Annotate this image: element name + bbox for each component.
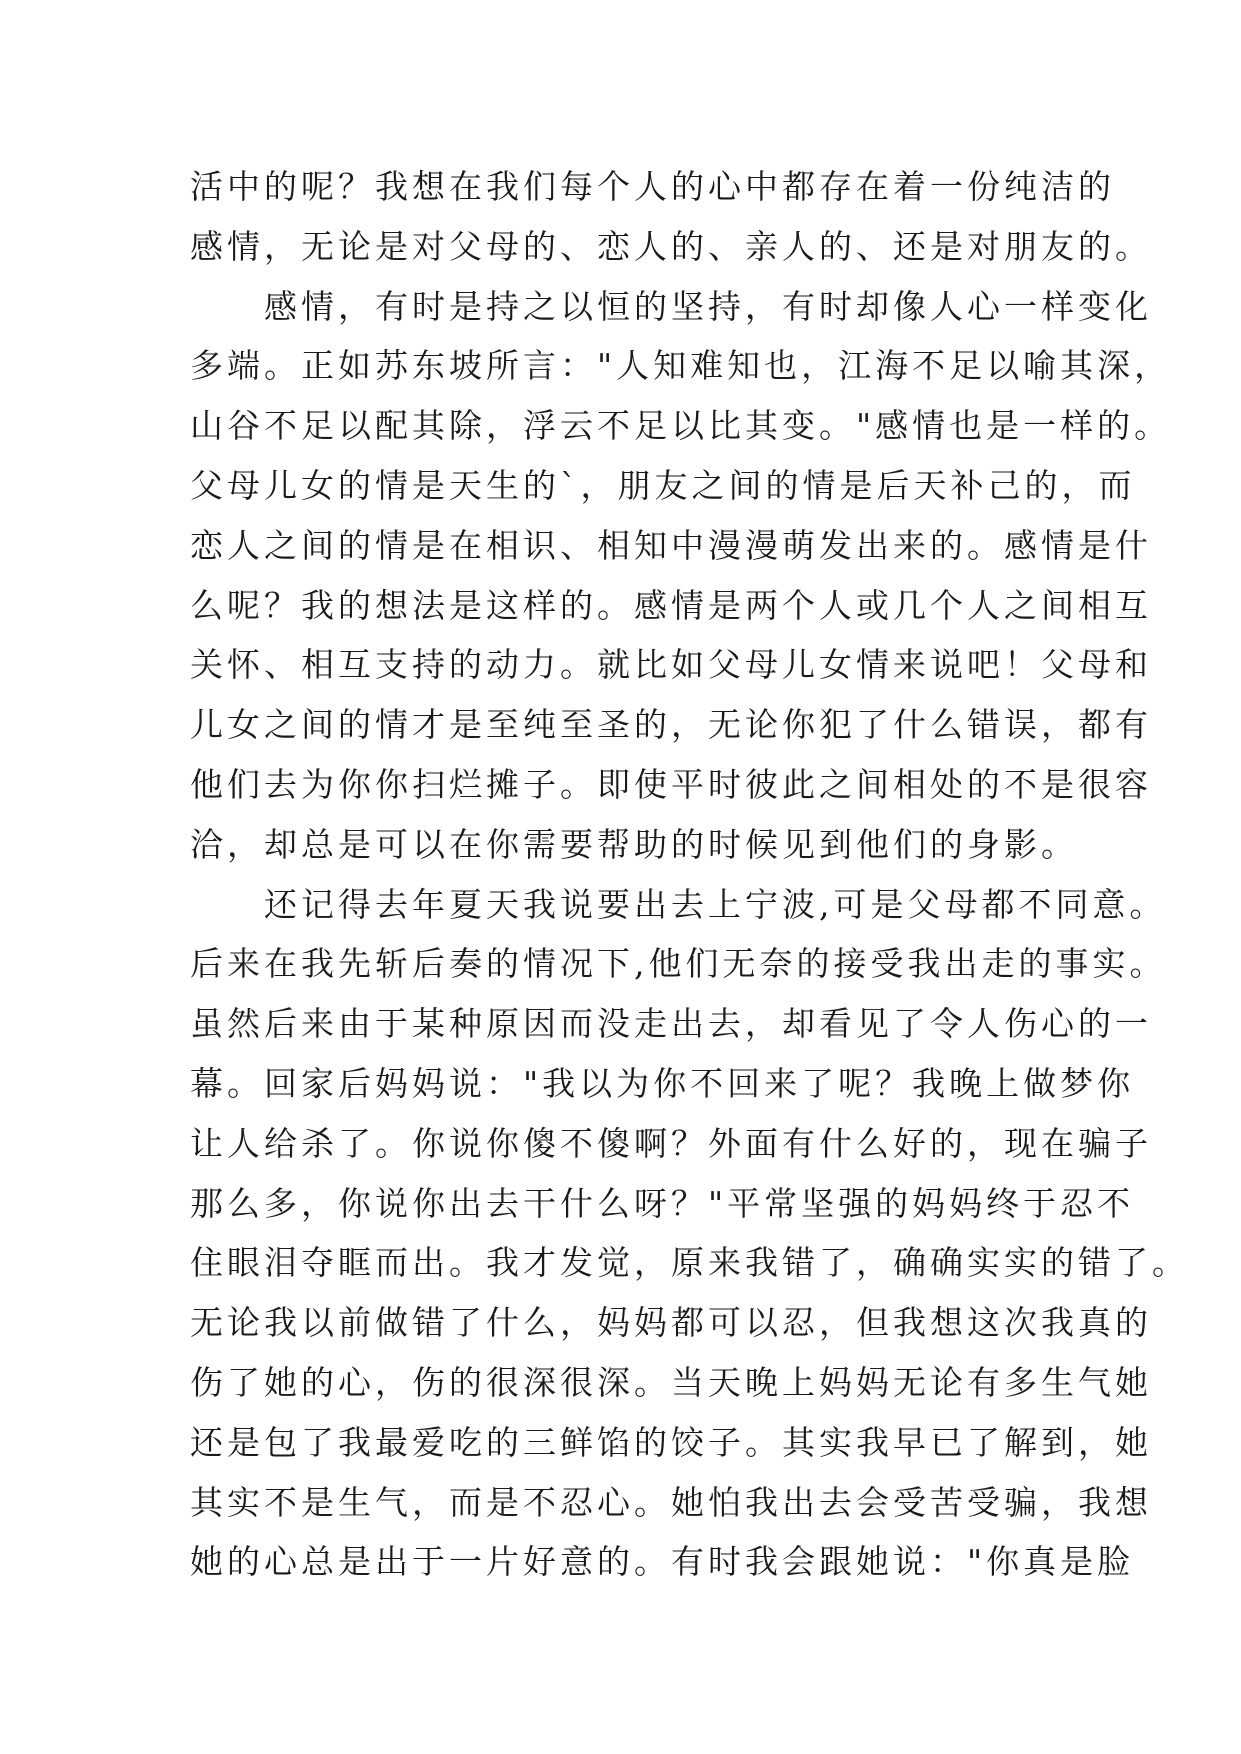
text-line: 儿女之间的情才是至纯至圣的，无论你犯了什么错误，都有 — [190, 705, 1152, 745]
text-line: 感情，无论是对父母的、恋人的、亲人的、还是对朋友的。 — [190, 226, 1152, 266]
text-line: 无论我以前做错了什么，妈妈都可以忍，但我想这次我真的 — [190, 1303, 1152, 1343]
text-line: 那么多，你说你出去干什么呀？"平常坚强的妈妈终于忍不 — [190, 1183, 1135, 1223]
text-line: 父母儿女的情是天生的`，朋友之间的情是后天补己的，而 — [190, 465, 1136, 505]
text-line: 多端。正如苏东坡所言："人知难知也，江海不足以喻其深， — [190, 346, 1172, 386]
text-line: 活中的呢？我想在我们每个人的心中都存在着一份纯洁的 — [190, 167, 1115, 206]
text-line: 还是包了我最爱吃的三鲜馅的饺子。其实我早已了解到，她 — [190, 1422, 1152, 1462]
text-line: 恋人之间的情是在相识、相知中漫漫萌发出来的。感情是什 — [190, 525, 1152, 565]
text-line: 她的心总是出于一片好意的。有时我会跟她说："你真是脸 — [190, 1542, 1135, 1582]
text-line: 么呢？我的想法是这样的。感情是两个人或几个人之间相互 — [190, 585, 1152, 625]
text-line: 幕。回家后妈妈说："我以为你不回来了呢？我晚上做梦你 — [190, 1063, 1135, 1103]
text-line: 洽，却总是可以在你需要帮助的时候见到他们的身影。 — [190, 824, 1078, 864]
text-line: 后来在我先斩后奏的情况下,他们无奈的接受我出走的事实。 — [190, 944, 1167, 984]
text-line: 感情，有时是持之以恒的坚持，有时却像人心一样变化 — [190, 286, 1152, 326]
text-line: 其实不是生气，而是不忍心。她怕我出去会受苦受骗，我想 — [190, 1482, 1152, 1522]
text-line: 虽然后来由于某种原因而没走出去，却看见了令人伤心的一 — [190, 1004, 1152, 1044]
text-line: 他们去为你你扫烂摊子。即使平时彼此之间相处的不是很容 — [190, 764, 1152, 804]
document-body-text — [190, 157, 1189, 1592]
text-line: 还记得去年夏天我说要出去上宁波,可是父母都不同意。 — [190, 884, 1167, 924]
text-line: 让人给杀了。你说你傻不傻啊？外面有什么好的，现在骗子 — [190, 1123, 1152, 1163]
text-line: 伤了她的心，伤的很深很深。当天晚上妈妈无论有多生气她 — [190, 1362, 1152, 1402]
text-line: 山谷不足以配其除，浮云不足以比其变。"感情也是一样的。 — [190, 406, 1172, 446]
text-line: 关怀、相互支持的动力。就比如父母儿女情来说吧！父母和 — [190, 645, 1152, 685]
text-line: 住眼泪夺眶而出。我才发觉，原来我错了，确确实实的错了。 — [190, 1243, 1189, 1283]
